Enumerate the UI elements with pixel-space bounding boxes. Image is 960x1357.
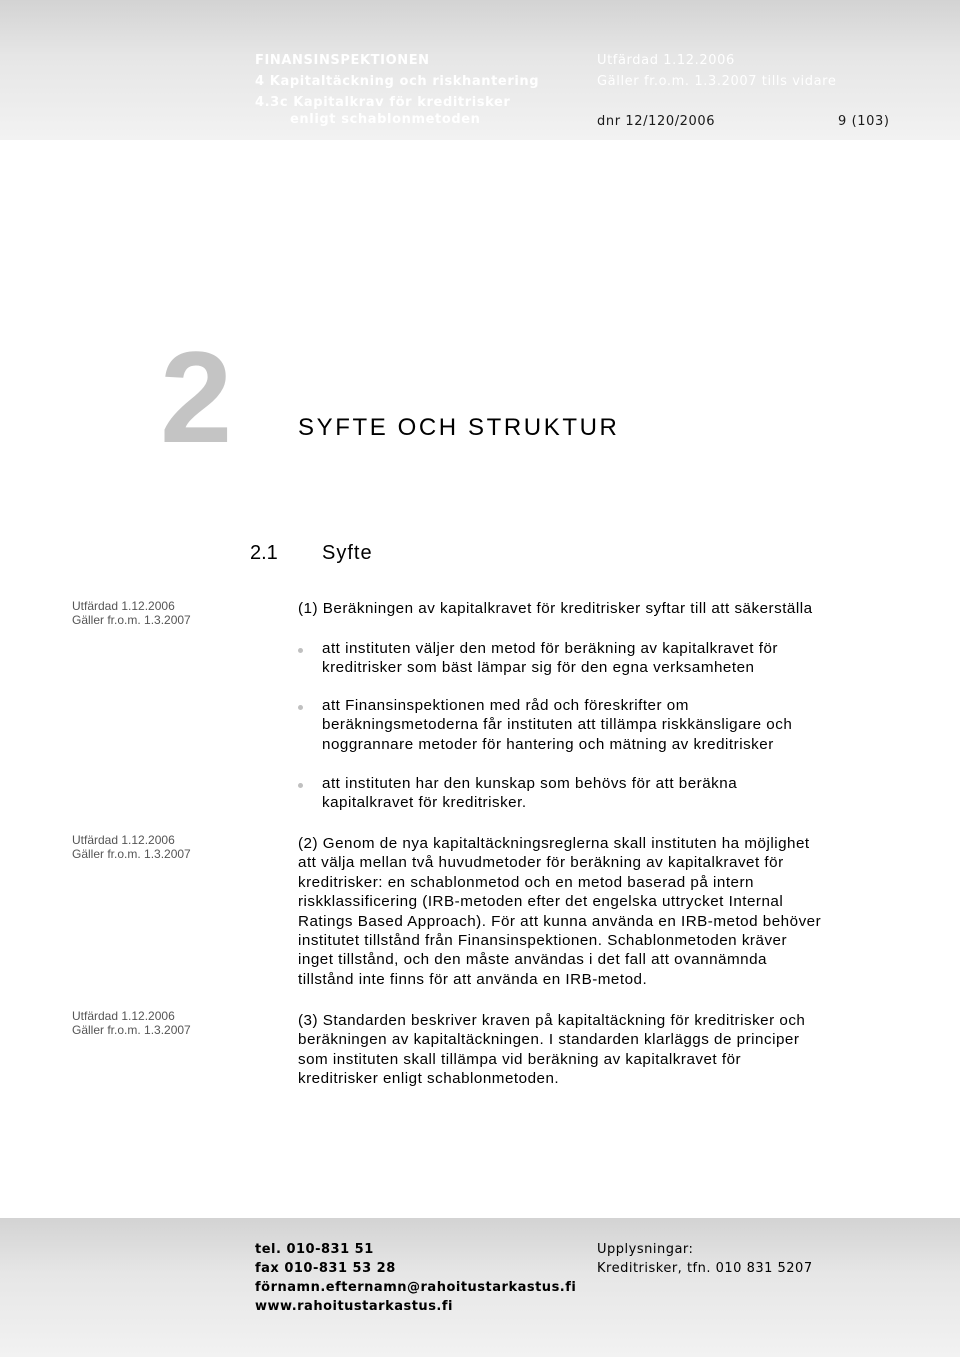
section-title: Syfte — [322, 542, 373, 564]
header-doc-subtitle-1: 4.3c Kapitalkrav för kreditrisker — [255, 95, 511, 110]
footer-info-label: Upplysningar: — [597, 1242, 694, 1257]
paragraph-1: (1) Beräkningen av kapitalkravet för kreditrisker syftar till att säkerställa — [298, 600, 813, 617]
header-doc-subtitle-2: enligt schablonmetoden — [290, 112, 481, 127]
paragraph-2 — [298, 834, 898, 989]
margin-note-valid: Gäller fr.o.m. 1.3.2007 — [72, 1023, 191, 1037]
margin-note-2 — [72, 833, 272, 861]
footer-email: förnamn.efternamn@rahoitustarkastus.fi — [255, 1280, 577, 1295]
margin-note-issued: Utfärdad 1.12.2006 — [72, 833, 175, 847]
bullet-line: att instituten har den kunskap som behövs för att beräkna — [322, 775, 738, 792]
bullet-line: beräkningsmetoderna får instituten att tillämpa riskkänsligare och — [322, 716, 793, 734]
footer-web: www.rahoitustarkastus.fi — [255, 1299, 453, 1314]
paragraph-line: riskklassificering (IRB-metoden efter det engelska uttrycket Internal — [298, 893, 784, 911]
bullet-line: kreditrisker som bäst lämpar sig för den egna verksamheten — [322, 659, 755, 677]
paragraph-line: beräkningen av kapitaltäckningen. I standarden klarläggs de principer — [298, 1031, 800, 1049]
header-dnr: dnr 12/120/2006 — [597, 114, 716, 129]
paragraph-line: (3) Standarden beskriver kraven på kapitaltäckning för kreditrisker och — [298, 1012, 806, 1029]
margin-note-issued: Utfärdad 1.12.2006 — [72, 599, 175, 613]
bullet-dot-icon — [298, 783, 303, 788]
margin-note-valid: Gäller fr.o.m. 1.3.2007 — [72, 613, 191, 627]
bullet-line: noggrannare metoder för hantering och mätning av kreditrisker — [322, 735, 774, 753]
bullet-dot-icon — [298, 648, 303, 653]
footer-fax: fax 010-831 53 28 — [255, 1261, 396, 1276]
header-org: FINANSINSPEKTIONEN — [255, 53, 430, 68]
footer-tel: tel. 010-831 51 — [255, 1242, 374, 1257]
margin-note-1 — [72, 599, 272, 627]
paragraph-3 — [298, 1011, 898, 1089]
bullet-dot-icon — [298, 705, 303, 710]
margin-note-3 — [72, 1009, 272, 1037]
section-number: 2.1 — [250, 542, 278, 564]
bullet-line: att instituten väljer den metod för beräkning av kapitalkravet för — [322, 640, 778, 657]
paragraph-line: som instituten skall tillämpa vid beräkning av kapitalkravet för — [298, 1050, 742, 1068]
bullet-line: kapitalkravet för kreditrisker. — [322, 794, 527, 812]
header-doc-title: 4 Kapitaltäckning och riskhantering — [255, 74, 540, 89]
paragraph-line: inget tillstånd, och den måste användas i det fall att ovannämnda — [298, 951, 767, 969]
paragraph-line: institutet tillstånd från Finansinspektionen. Schablonmetoden kräver — [298, 932, 788, 950]
margin-note-issued: Utfärdad 1.12.2006 — [72, 1009, 175, 1023]
paragraph-line: tillstånd inte finns för att använda en IRB-metod. — [298, 970, 648, 988]
paragraph-line: (2) Genom de nya kapitaltäckningsreglerna skall instituten ha möjlighet — [298, 835, 810, 852]
bullet-item-3 — [322, 774, 882, 813]
header-page-number: 9 (103) — [838, 114, 890, 129]
bullet-item-1 — [322, 639, 882, 678]
margin-note-valid: Gäller fr.o.m. 1.3.2007 — [72, 847, 191, 861]
bullet-item-2 — [322, 696, 882, 754]
chapter-number: 2 — [160, 324, 233, 470]
header-valid: Gäller fr.o.m. 1.3.2007 tills vidare — [597, 74, 837, 89]
paragraph-line: kreditrisker enligt schablonmetoden. — [298, 1070, 560, 1088]
bullet-line: att Finansinspektionen med råd och föreskrifter om — [322, 697, 689, 714]
paragraph-line: att välja mellan två huvudmetoder för beräkning av kapitalkravet för — [298, 854, 784, 872]
header-issued: Utfärdad 1.12.2006 — [597, 53, 735, 68]
paragraph-line: kreditrisker: en schablonmetod och en metod baserad på intern — [298, 873, 754, 891]
footer-info-value: Kreditrisker, tfn. 010 831 5207 — [597, 1261, 813, 1276]
chapter-title: SYFTE OCH STRUKTUR — [298, 414, 620, 441]
paragraph-line: Ratings Based Approach). För att kunna använda en IRB-metod behöver — [298, 912, 822, 930]
